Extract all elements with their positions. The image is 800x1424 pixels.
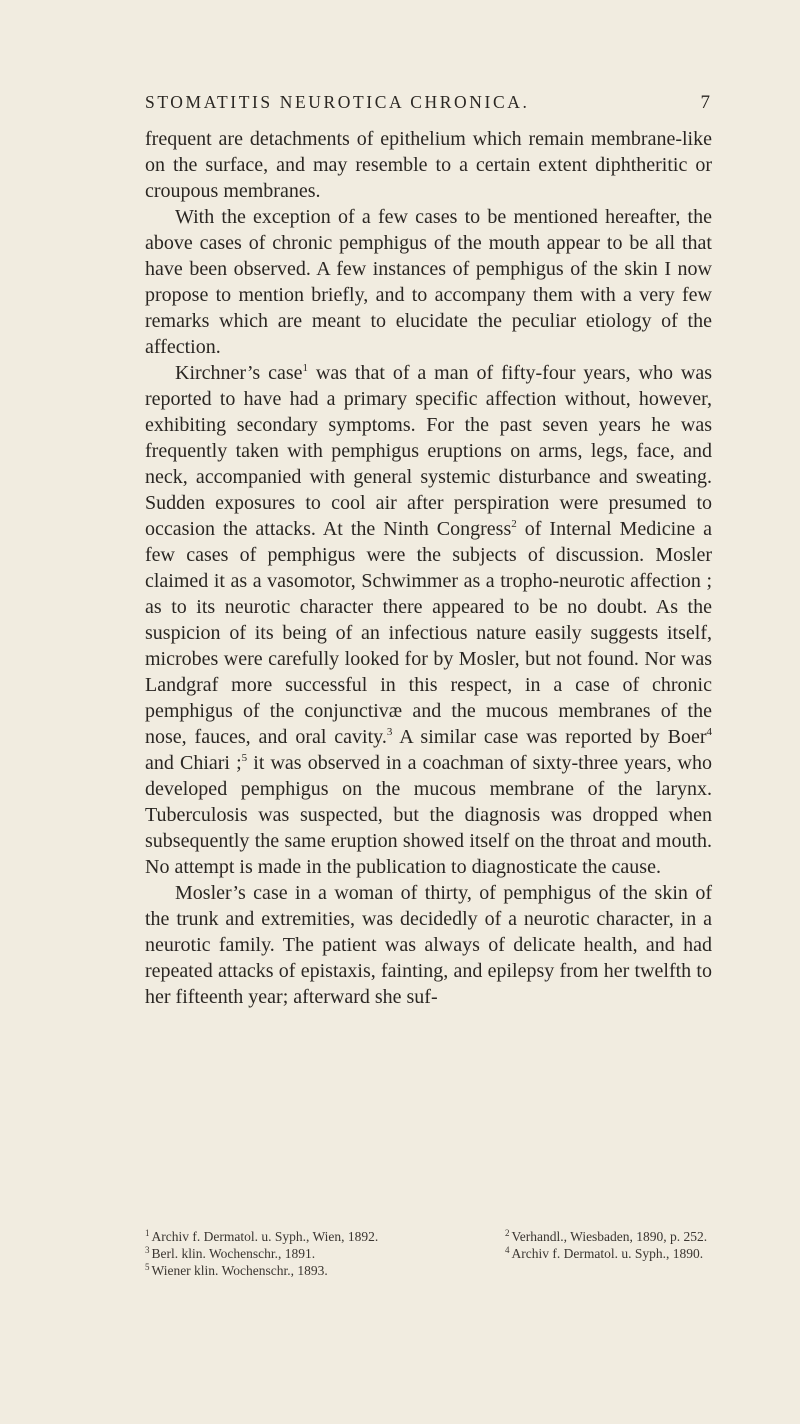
text-run: A similar case was reported by Boer xyxy=(392,726,707,748)
footnote-mark: 5 xyxy=(145,1262,150,1272)
text-run: and Chiari ; xyxy=(145,752,242,774)
footnote-ref: 2 xyxy=(511,518,517,530)
page-number: 7 xyxy=(700,92,710,113)
footnote-text: Verhandl., Wiesbaden, 1890, p. 252. xyxy=(511,1229,708,1244)
footnote-row xyxy=(145,1228,715,1245)
paragraph-kirchner-case xyxy=(145,360,712,880)
footnote-text: Wiener klin. Wochenschr., 1893. xyxy=(151,1263,328,1278)
footnote-mark: 3 xyxy=(145,1245,150,1255)
footnote-ref: 3 xyxy=(386,726,393,738)
footnote-ref: 1 xyxy=(302,362,308,374)
footnote-text: Archiv f. Dermatol. u. Syph., Wien, 1892. xyxy=(151,1229,379,1244)
footnote xyxy=(145,1245,315,1262)
footnote-text: Archiv f. Dermatol. u. Syph., 1890. xyxy=(511,1246,704,1261)
footnote-row xyxy=(145,1262,715,1279)
running-head xyxy=(145,92,710,118)
running-title: STOMATITIS NEUROTICA CHRONICA. xyxy=(145,92,530,112)
footnote-ref: 4 xyxy=(706,726,713,738)
footnote xyxy=(145,1228,378,1245)
paragraph-continued: frequent are detachments of epithelium which remain membrane-like on the surface, and may resemble to a certain extent diphtheritic or croupous membranes. xyxy=(145,128,712,202)
footnote xyxy=(505,1245,715,1262)
footnote-mark: 1 xyxy=(145,1228,150,1238)
footnote xyxy=(145,1262,328,1279)
footnote xyxy=(505,1228,715,1245)
text-run: of Internal Medicine a few cases of pemphigus were the subjects of discussion. Mosler claimed it as a vasomotor, Schwimmer as a tropho-neurotic affection ; as to its neurotic character there appeared to be no doubt. As the suspicion of its being of an infectious nature easily suggests itself, microbes were carefully looked for by Mosler, but not found. Nor was Landgraf more successful in this respect, in a case of chronic pemphigus of the conjunctivæ and the mucous membranes of the nose, fauces, and oral cavity. xyxy=(145,518,712,748)
paragraph-pemphigus-skin: With the exception of a few cases to be mentioned hereafter, the above cases of chronic pemphigus of the mouth appear to be all that have been observed. A few instances of pemphigus of the skin I now propose to mention briefly, and to accompany them with a very few remarks which are meant to elucidate the peculiar etiology of the affection. xyxy=(145,206,712,358)
paragraph-mosler-case: Mosler’s case in a woman of thirty, of pemphigus of the skin of the trunk and extremities, was decidedly of a neurotic character, in a neurotic family. The patient was always of delicate health, and had repeated attacks of epistaxis, fainting, and epilepsy from her twelfth to her fifteenth year; afterward she suf- xyxy=(145,882,712,1008)
text-run: was that of a man of fifty-four years, who was reported to have had a primary specific affection without, however, exhibiting secondary symptoms. For the past seven years he was frequently taken with pemphigus eruptions on arms, legs, face, and neck, accompanied with general systemic disturbance and sweating. Sudden exposures to cool air after perspiration were presumed to occasion the attacks. At the Ninth Congress xyxy=(145,362,712,540)
footnote-ref: 5 xyxy=(241,752,248,764)
footnote-row xyxy=(145,1245,715,1262)
text-run: it was observed in a coachman of sixty-three years, who developed pemphigus on the mucous membrane of the larynx. Tuberculosis was suspected, but the diagnosis was dropped when subsequently the same eruption showed itself on the throat and mouth. No attempt is made in the publication to diagnosticate the cause. xyxy=(145,752,712,878)
body-text xyxy=(145,126,712,1010)
text-run: Kirchner’s case xyxy=(175,362,303,384)
footnote-mark: 4 xyxy=(505,1245,510,1255)
footnote-mark: 2 xyxy=(505,1228,510,1238)
footnotes xyxy=(145,1228,715,1279)
footnote-text: Berl. klin. Wochenschr., 1891. xyxy=(151,1246,316,1261)
